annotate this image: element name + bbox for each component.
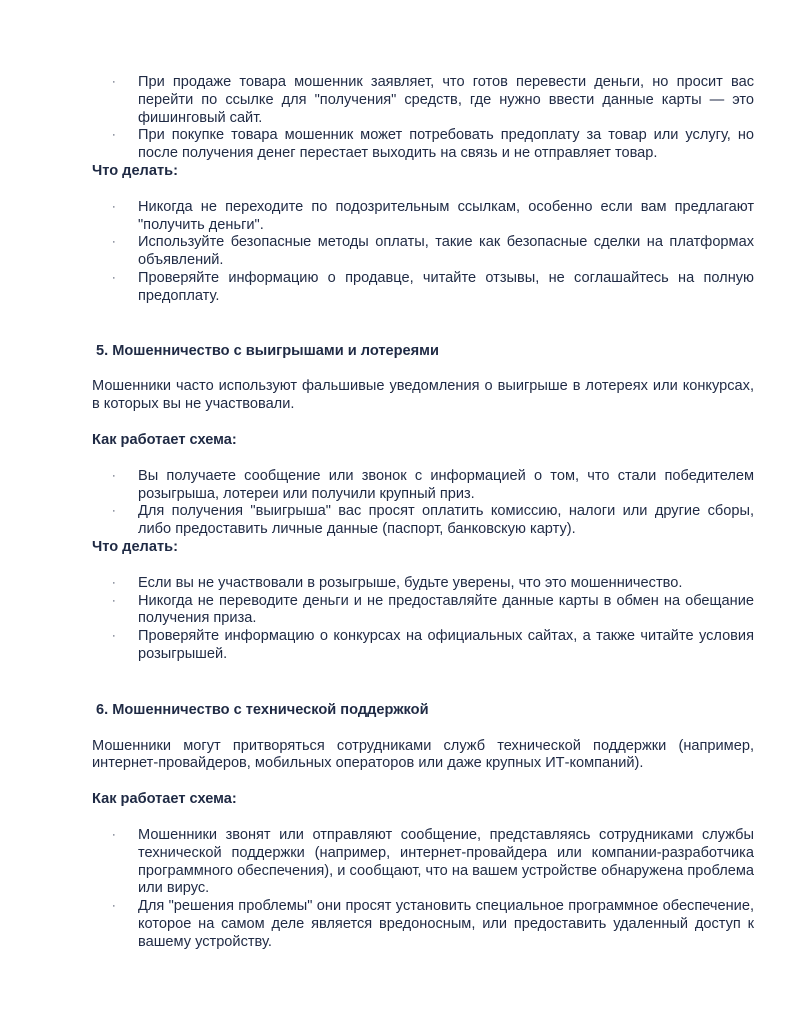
list-item-text: Никогда не переводите деньги и не предоставляйте данные карты в обмен на обещание получения приза. (138, 592, 754, 627)
bullet-marker: · (112, 505, 116, 518)
how-it-works-list (92, 827, 754, 952)
bullet-marker: · (112, 630, 116, 643)
what-to-do-list (92, 199, 754, 306)
list-item (92, 234, 754, 270)
list-item (92, 468, 754, 504)
list-item-text: Для "решения проблемы" они просят установить специальное программное обеспечение, которое на самом деле является вредоносным, или предоставить удаленный доступ к вашему устройству. (138, 898, 754, 950)
bullet-marker: · (112, 594, 116, 607)
bullet-marker: · (112, 200, 116, 213)
bullet-marker: · (112, 271, 116, 284)
section-5-intro: Мошенники часто используют фальшивые уведомления о выигрыше в лотереях или конкурсах, в которых вы не участвовали. (92, 378, 754, 413)
list-item (92, 575, 754, 593)
bullet-marker: · (112, 828, 116, 841)
section-6-intro: Мошенники могут притворяться сотрудниками служб технической поддержки (например, интернет-провайдеров, мобильных операторов или даже крупных ИТ-компаний). (92, 737, 754, 772)
list-item (92, 898, 754, 951)
list-item (92, 827, 754, 898)
list-item-text: Мошенники звонят или отправляют сообщение, представляясь сотрудниками службы технической поддержки (например, интернет-провайдера или компании-разработчика программного обеспечения), и сообщают, что на вашем устройстве обнаружена проблема или вирус. (138, 826, 754, 897)
list-item-text: Никогда не переходите по подозрительным ссылкам, особенно если вам предлагают "получить деньги". (138, 198, 754, 233)
list-item-text: При продаже товара мошенник заявляет, что готов перевести деньги, но просит вас перейти по ссылке для "получения" средств, где нужно ввести данные карты — это фишинговый сайт. (138, 74, 754, 126)
what-to-do-list (92, 575, 754, 664)
bullet-marker: · (112, 76, 116, 88)
what-to-do-label: Что делать: (92, 162, 178, 179)
what-to-do-label: Что делать: (92, 538, 178, 555)
list-item (92, 199, 754, 235)
list-item-text: Проверяйте информацию о продавце, читайте отзывы, не соглашайтесь на полную предоплату. (138, 269, 754, 304)
bullet-marker: · (112, 469, 116, 482)
section-6-heading: 6. Мошенничество с технической поддержкой (96, 701, 429, 718)
list-item (92, 503, 754, 539)
list-item-text: Если вы не участвовали в розыгрыше, будьте уверены, что это мошенничество. (138, 574, 683, 591)
list-item (92, 593, 754, 629)
list-item-text: Используйте безопасные методы оплаты, такие как безопасные сделки на платформах объявлений. (138, 234, 754, 269)
how-it-works-list (92, 468, 754, 539)
document-page (92, 74, 754, 951)
list-item-text: Проверяйте информацию о конкурсах на официальных сайтах, а также читайте условия розыгрышей. (138, 628, 754, 662)
bullet-marker: · (112, 129, 116, 142)
list-item (92, 270, 754, 306)
top-bullet-list (92, 74, 754, 163)
list-item-text: Для получения "выигрыша" вас просят оплатить комиссию, налоги или другие сборы, либо предоставить личные данные (паспорт, банковскую карту). (138, 503, 754, 538)
list-item-text: Вы получаете сообщение или звонок с информацией о том, что стали победителем розыгрыша, лотереи или получили крупный приз. (138, 467, 754, 502)
bullet-marker: · (112, 236, 116, 249)
list-item-text: При покупке товара мошенник может потребовать предоплату за товар или услугу, но после получения денег перестает выходить на связь и не отправляет товар. (138, 127, 754, 162)
how-it-works-label: Как работает схема: (92, 791, 237, 808)
section-5-heading: 5. Мошенничество с выигрышами и лотереями (96, 342, 439, 359)
list-item (92, 127, 754, 163)
bullet-marker: · (112, 576, 116, 589)
list-item (92, 74, 754, 127)
how-it-works-label: Как работает схема: (92, 431, 237, 448)
list-item (92, 628, 754, 664)
bullet-marker: · (112, 900, 116, 913)
